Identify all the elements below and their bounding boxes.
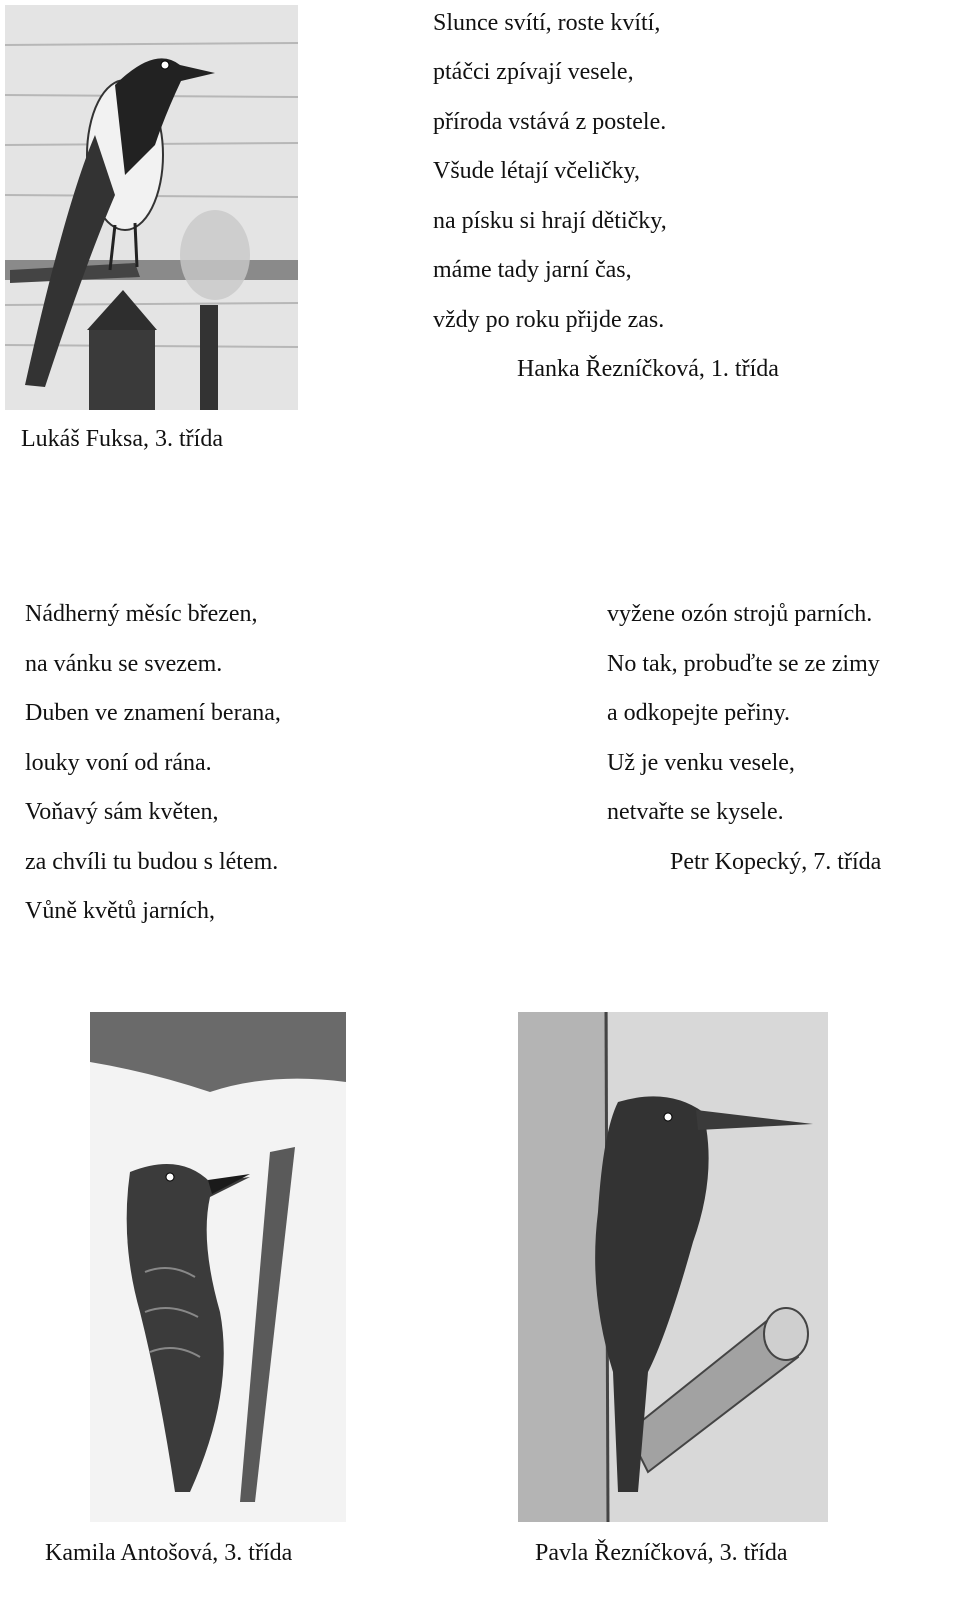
drawing-kingfisher <box>518 1012 828 1522</box>
poem-author: Hanka Řezníčková, 1. třída <box>517 356 779 382</box>
poem-line: Už je venku vesele, <box>607 750 795 776</box>
magpie-sketch <box>5 5 298 410</box>
poem-line: Všude létají včeličky, <box>433 158 641 184</box>
poem-line: za chvíli tu budou s létem. <box>25 849 279 875</box>
poem-line: Duben ve znamení berana, <box>25 700 281 726</box>
kingfisher-sketch <box>518 1012 828 1522</box>
poem-line: na vánku se svezem. <box>25 651 223 677</box>
drawing-woodpecker <box>90 1012 346 1522</box>
poem-line: a odkopejte peřiny. <box>607 700 791 726</box>
poem-line: Slunce svítí, roste kvítí, <box>433 10 661 36</box>
poem-line: louky voní od rána. <box>25 750 212 776</box>
drawing-magpie <box>5 5 298 410</box>
poem-line: vyžene ozón strojů parních. <box>607 601 873 627</box>
magpie-caption: Lukáš Fuksa, 3. třída <box>21 426 223 452</box>
poem-line: Vůně květů jarních, <box>25 898 215 924</box>
woodpecker-caption: Kamila Antošová, 3. třída <box>45 1540 293 1566</box>
poem-line: máme tady jarní čas, <box>433 257 632 283</box>
poem-line: No tak, probuďte se ze zimy <box>607 651 880 677</box>
kingfisher-caption: Pavla Řezníčková, 3. třída <box>535 1540 788 1566</box>
woodpecker-sketch <box>90 1012 346 1522</box>
poem-line: vždy po roku přijde zas. <box>433 307 665 333</box>
poem-line: na písku si hrají dětičky, <box>433 208 667 234</box>
poem-line: Voňavý sám květen, <box>25 799 219 825</box>
poem-author: Petr Kopecký, 7. třída <box>670 849 882 875</box>
poem-line: ptáčci zpívají vesele, <box>433 59 634 85</box>
poem-line: příroda vstává z postele. <box>433 109 667 135</box>
poem-line: netvařte se kysele. <box>607 799 784 825</box>
poem-line: Nádherný měsíc březen, <box>25 601 258 627</box>
